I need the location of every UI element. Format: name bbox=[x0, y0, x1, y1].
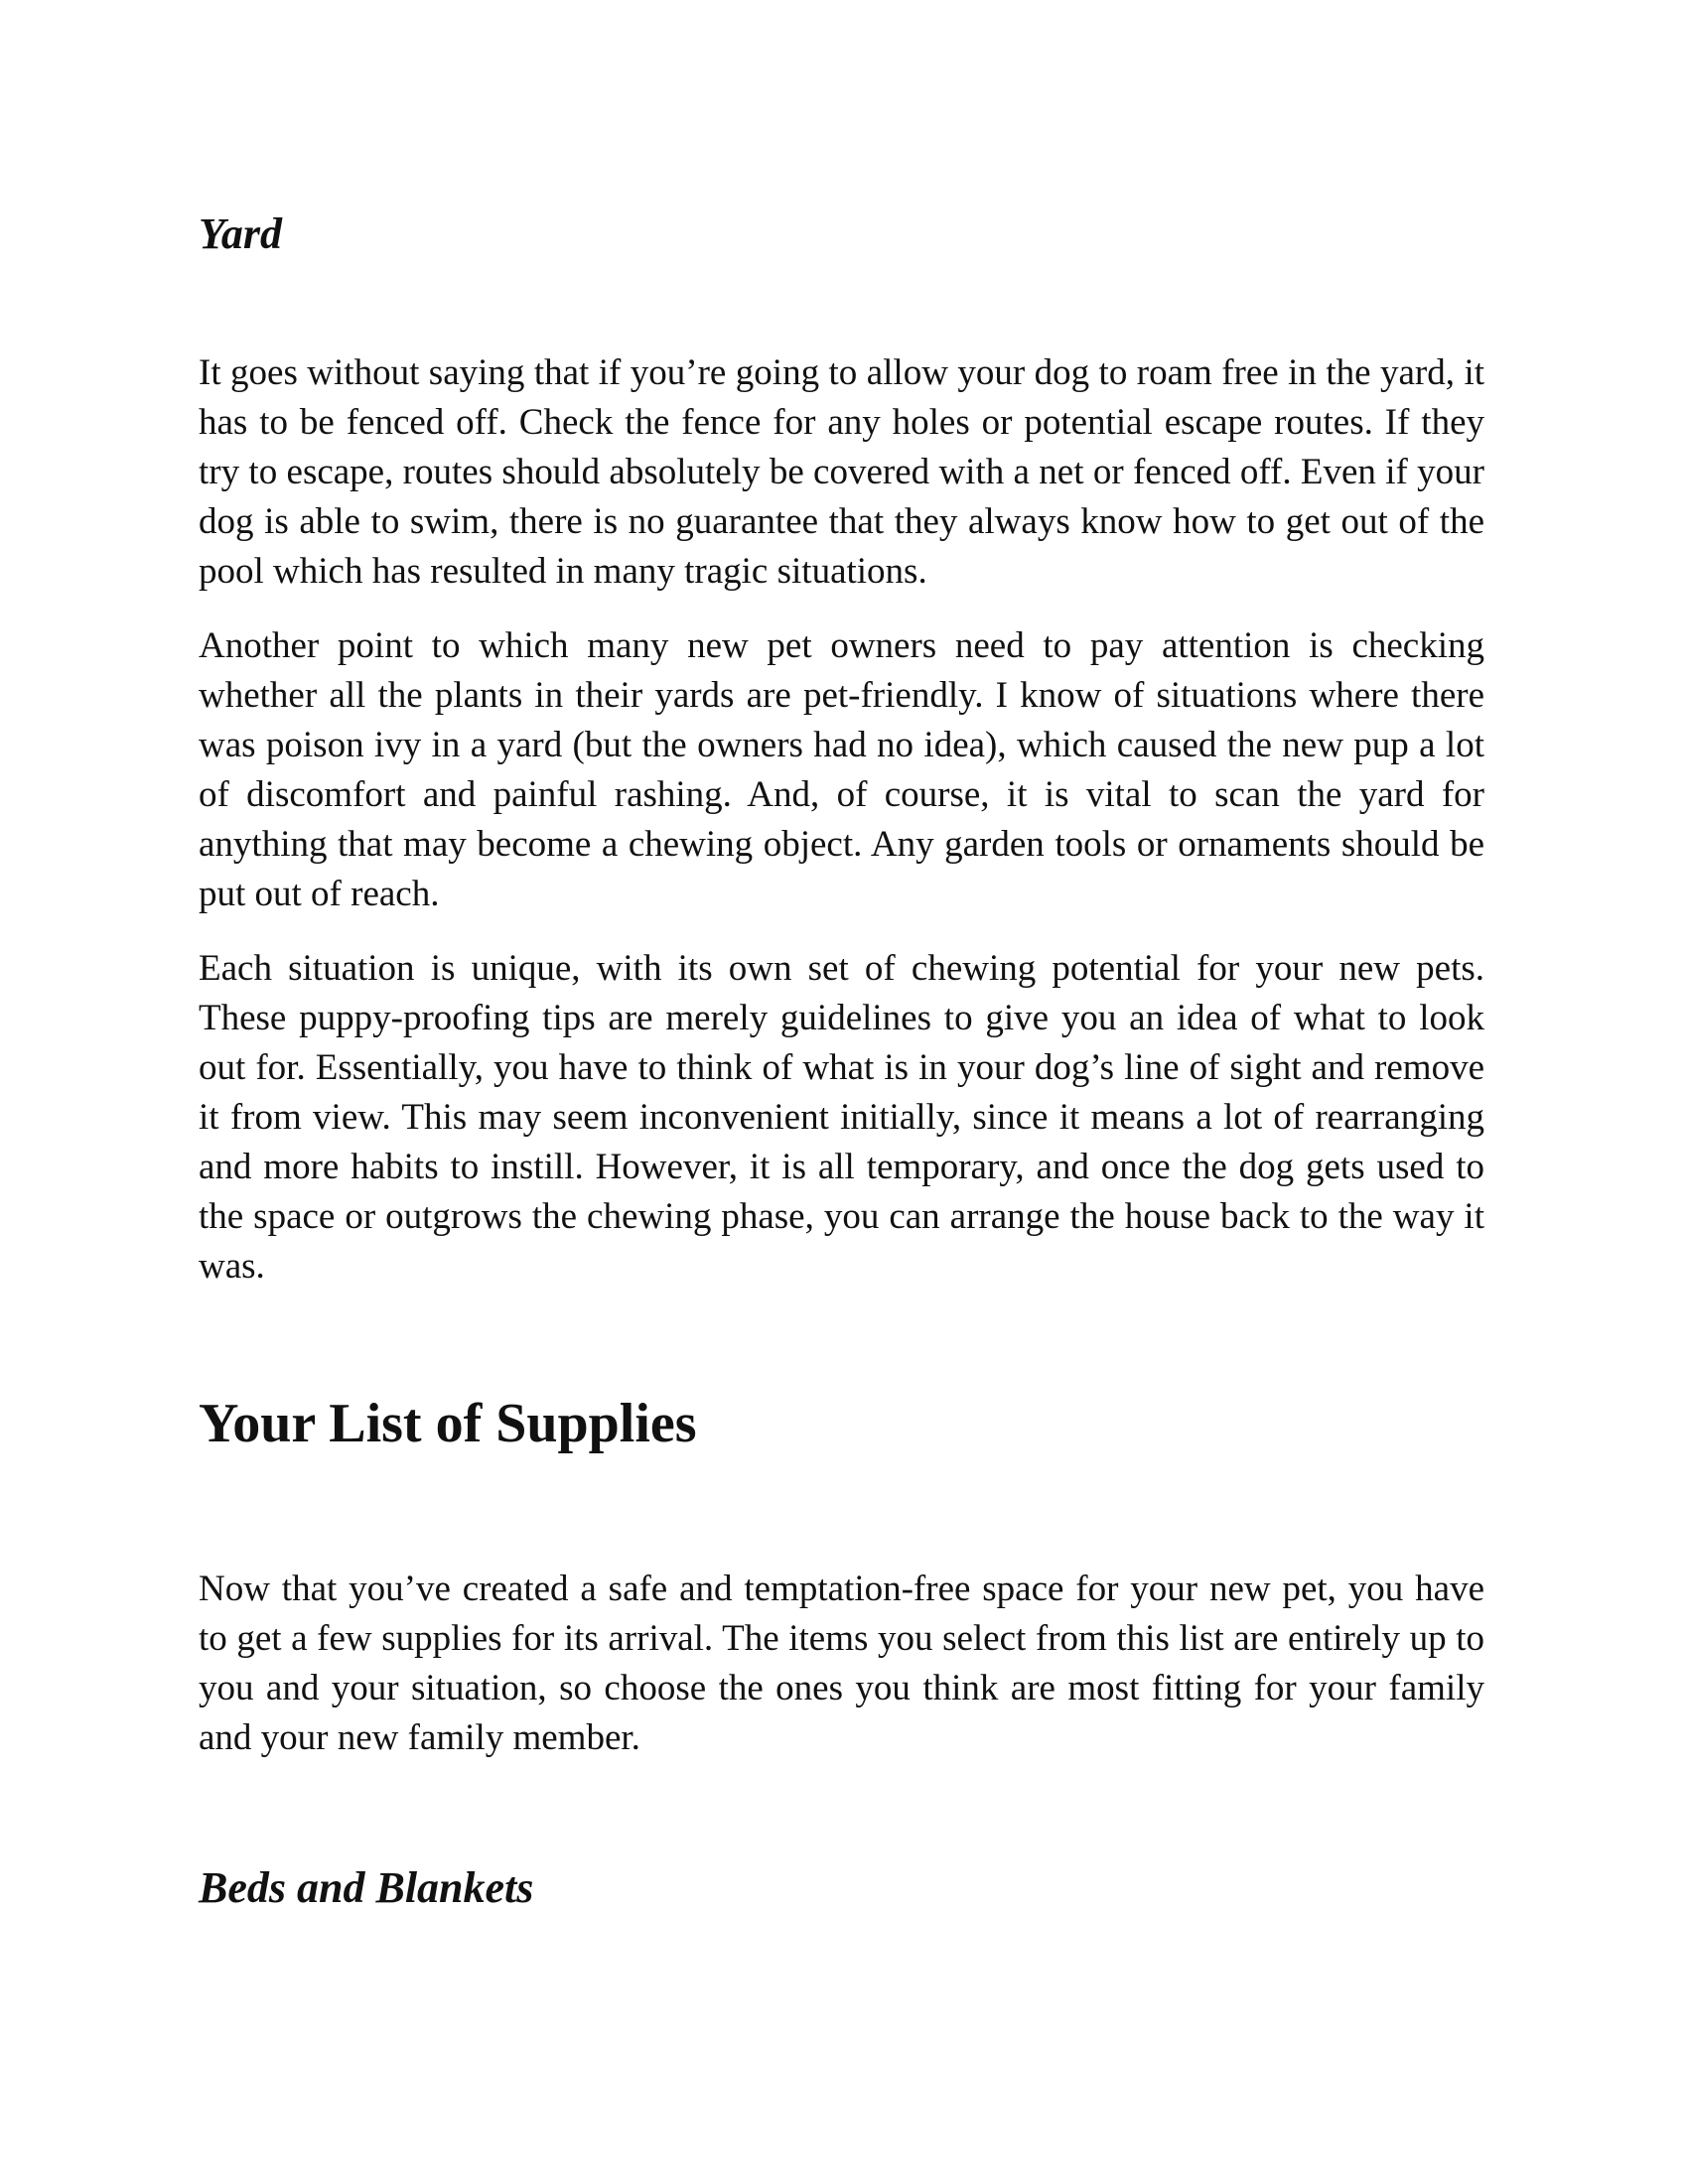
spacer bbox=[199, 1292, 1484, 1391]
yard-paragraph-1: It goes without saying that if you’re going to allow your dog to roam free in the yard, it has to be fenced off. Check the fence for any holes or potential escape routes. If they try to escape, routes should absolutely be covered with a net or fenced off. Even if your dog is able to swim, there is no guarantee that they always know how to get out of the pool which has resulted in many tragic situations. bbox=[199, 351, 1484, 592]
spacer bbox=[199, 1763, 1484, 1862]
page-content bbox=[199, 208, 1484, 1915]
supplies-heading: Your List of Supplies bbox=[199, 1392, 697, 1454]
supplies-paragraph: Now that you’ve created a safe and temptation-free space for your new pet, you have to get a few supplies for its arrival. The items you select from this list are entirely up to you and your situation, so choose the ones you think are most fitting for your family and your new family member. bbox=[199, 1568, 1484, 1758]
beds-blankets-heading: Beds and Blankets bbox=[199, 1862, 534, 1912]
spacer bbox=[199, 597, 1484, 621]
spacer bbox=[199, 1457, 1484, 1565]
yard-paragraph-3: Each situation is unique, with its own set of chewing potential for your new pets. These puppy-proofing tips are merely guidelines to give you an idea of what to look out for. Essentially, you have to think of what is in your dog’s line of sight and remove it from view. This may seem inconvenient initially, since it means a lot of rearranging and more habits to instill. However, it is all temporary, and once the dog gets used to the space or outgrows the chewing phase, you can arrange the house back to the way it was. bbox=[199, 947, 1484, 1287]
yard-heading: Yard bbox=[199, 209, 282, 258]
spacer bbox=[199, 919, 1484, 944]
yard-paragraph-2: Another point to which many new pet owners need to pay attention is checking whether all the plants in their yards are pet-friendly. I know of situations where there was poison ivy in a yard (but the owners had no idea), which caused the new pup a lot of discomfort and painful rashing. And, of course, it is vital to scan the yard for anything that may become a chewing object. Any garden tools or ornaments should be put out of reach. bbox=[199, 624, 1484, 914]
spacer bbox=[199, 261, 1484, 348]
